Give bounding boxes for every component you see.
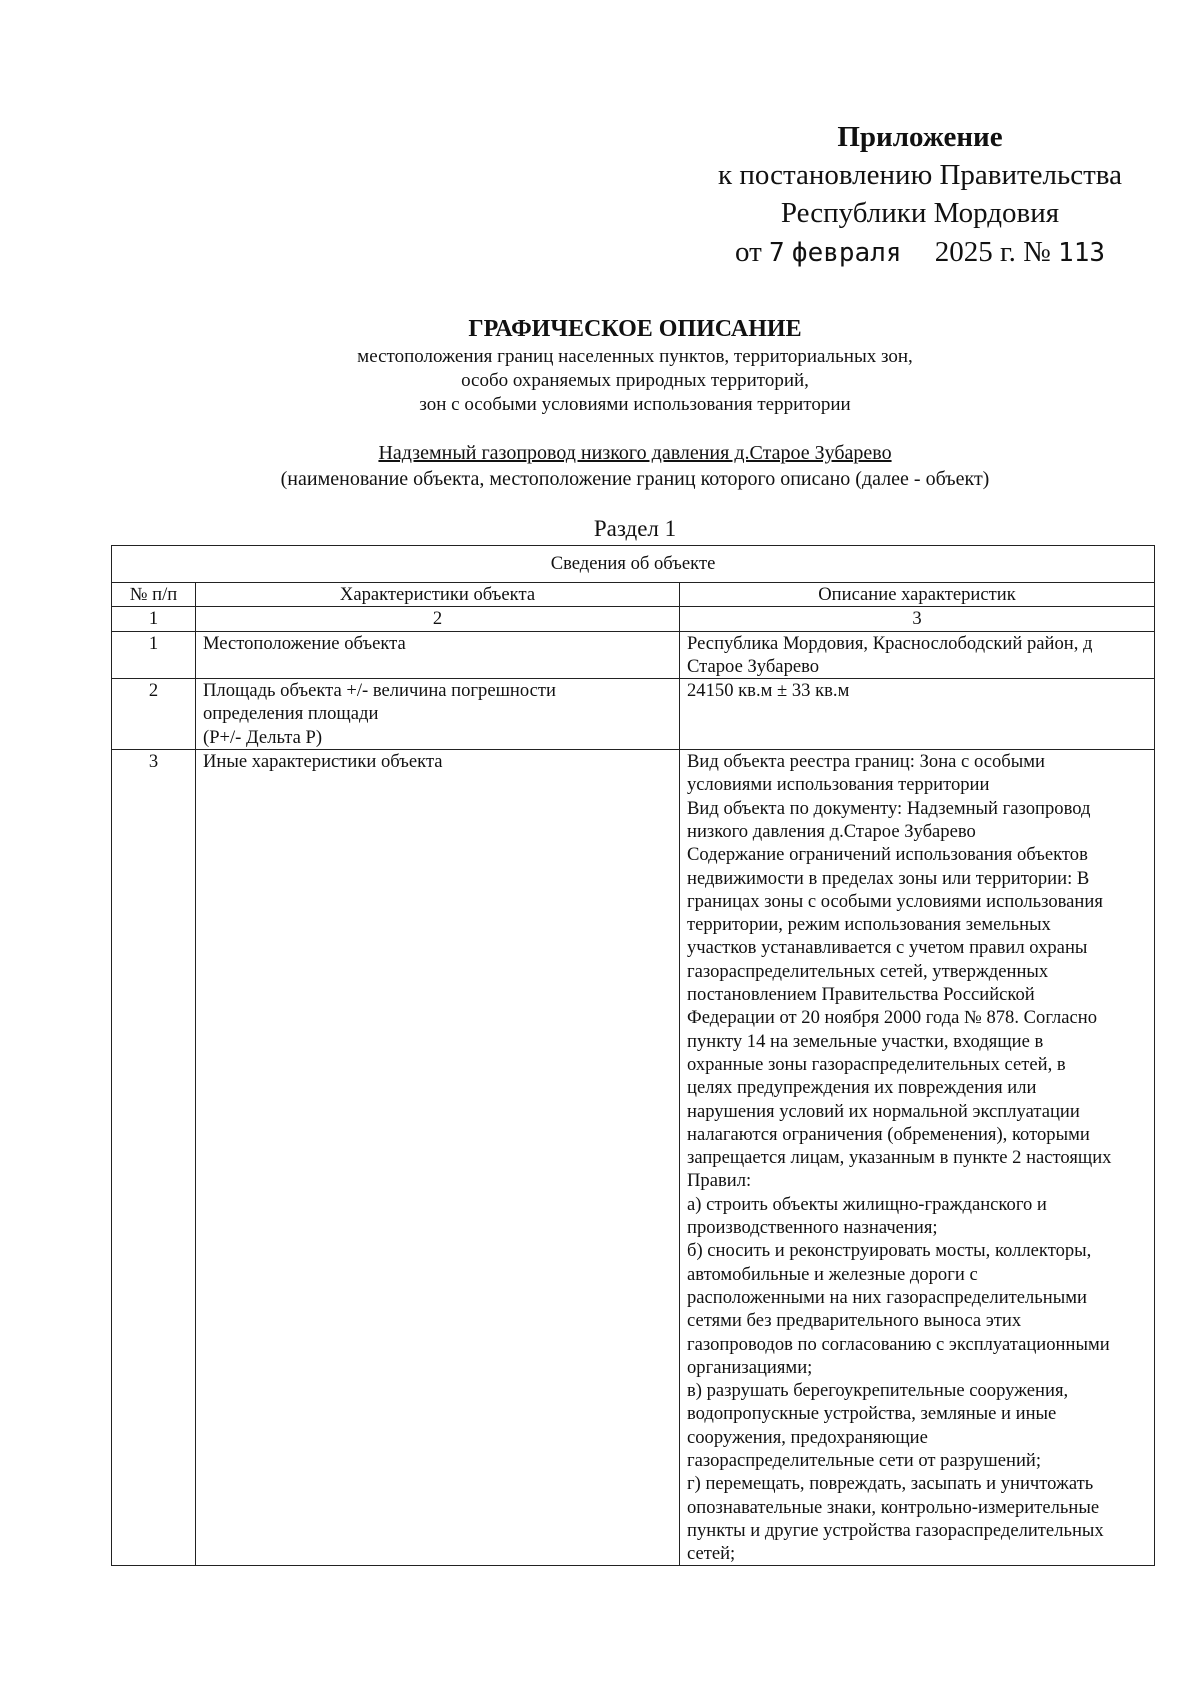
text-line: границах зоны с особыми условиями использования [687,890,1103,912]
subtitle-line: особо охраняемых природных территорий, [461,370,809,391]
document-title: ГРАФИЧЕСКОЕ ОПИСАНИЕ [468,316,802,342]
text-line: организациями; [687,1356,813,1378]
text-line: территории, режим использования земельных [687,914,1051,936]
text-line: пункты и другие устройства газораспределительных [687,1519,1104,1541]
table-row [112,679,1155,750]
text-line: определения площади [203,703,379,725]
date-month: февраля [791,238,902,268]
text-line: Старое Зубарево [687,655,820,677]
text-line: 24150 кв.м ± 33 кв.м [687,680,850,702]
column-header: Описание характеристик [680,583,1155,607]
text-line: а) строить объекты жилищно-гражданского и [687,1193,1047,1215]
date-day: 7 [769,238,785,268]
text-line: в) разрушать берегоукрепительные сооружения, [687,1380,1069,1402]
text-line: Вид объекта реестра границ: Зона с особыми [687,751,1045,773]
subtitle-line: местоположения границ населенных пунктов, территориальных зон, [357,346,913,367]
table-row [112,631,1155,679]
text-line: газопроводов по согласованию с эксплуатационными [687,1333,1110,1355]
date-year: 2025 г. № [934,236,1051,268]
text-line: расположенными на них газораспределительными [687,1286,1087,1308]
text-line: Правил: [687,1170,752,1192]
column-header: № п/п [112,583,196,607]
subtitle-line: зон с особыми условиями использования территории [419,394,851,415]
appendix-title: Приложение [837,121,1003,153]
text-line: недвижимости в пределах зоны или территории: В [687,867,1090,889]
row-description [680,679,1155,750]
object-name: Надземный газопровод низкого давления д.Старое Зубарево [378,442,892,464]
text-line: газораспределительные сети от разрушений; [687,1449,1042,1471]
row-description [680,750,1155,1566]
text-line: водопропускные устройства, земляные и иные [687,1403,1057,1425]
row-number: 3 [112,750,196,1566]
row-description [680,631,1155,679]
table-caption-row [112,546,1155,583]
appendix-block [700,118,1140,273]
text-line: сетями без предварительного выноса этих [687,1310,1022,1332]
text-line: нарушения условий их нормальной эксплуатации [687,1100,1080,1122]
row-characteristic [196,631,680,679]
text-line: постановлением Правительства Российской [687,984,1035,1006]
text-line: производственного назначения; [687,1217,938,1239]
text-line: г) перемещать, повреждать, засыпать и уничтожать [687,1473,1094,1495]
object-name-caption: (наименование объекта, местоположение границ которого описано (далее - объект) [280,468,990,490]
section-title: Раздел 1 [593,516,677,541]
text-line: пункту 14 на земельные участки, входящие в [687,1030,1044,1052]
table-row [112,750,1155,1566]
appendix-date [700,232,1140,273]
text-line: охранные зоны газораспределительных сетей, в [687,1053,1066,1075]
object-info-table [111,545,1155,1566]
column-header: Характеристики объекта [196,583,680,607]
text-line: Местоположение объекта [203,632,406,654]
text-line: б) сносить и реконструировать мосты, коллекторы, [687,1240,1092,1262]
text-line: запрещается лицам, указанным в пункте 2 настоящих [687,1147,1112,1169]
document-subtitle [0,345,1200,417]
appendix-line-2: Республики Мордовия [780,197,1060,229]
table-body [112,631,1155,1566]
text-line: газораспределительных сетей, утвержденных [687,960,1049,982]
text-line: сооружения, предохраняющие [687,1426,928,1448]
text-line: сетей; [687,1543,736,1565]
text-line: Иные характеристики объекта [203,751,443,773]
date-prefix: от [734,236,762,268]
decree-number: 113 [1058,238,1106,268]
text-line: (Р+/- Дельта Р) [203,726,323,748]
text-line: Федерации от 20 ноября 2000 года № 878. Согласно [687,1007,1098,1029]
text-line: Площадь объекта +/- величина погрешности [203,680,556,702]
text-line: условиями использования территории [687,774,990,796]
text-line: опознавательные знаки, контрольно-измерительные [687,1496,1100,1518]
row-characteristic [196,750,680,1566]
text-line: Содержание ограничений использования объектов [687,844,1088,866]
text-line: Республика Мордовия, Краснослободский район, д [687,632,1093,654]
table-caption: Сведения об объекте [112,546,1155,583]
row-number: 2 [112,679,196,750]
column-number-row [112,607,1155,631]
column-number: 2 [196,607,680,631]
text-line: целях предупреждения их повреждения или [687,1077,1037,1099]
text-line: автомобильные и железные дороги с [687,1263,978,1285]
column-number: 3 [680,607,1155,631]
text-line: налагаются ограничения (обременения), которыми [687,1123,1090,1145]
text-line: участков устанавливается с учетом правил охраны [687,937,1088,959]
row-number: 1 [112,631,196,679]
row-characteristic [196,679,680,750]
column-number: 1 [112,607,196,631]
text-line: Вид объекта по документу: Надземный газопровод [687,797,1091,819]
text-line: низкого давления д.Старое Зубарево [687,820,976,842]
appendix-line-1: к постановлению Правительства [718,159,1122,191]
object-name-block [0,440,1200,492]
table-header-row [112,583,1155,607]
